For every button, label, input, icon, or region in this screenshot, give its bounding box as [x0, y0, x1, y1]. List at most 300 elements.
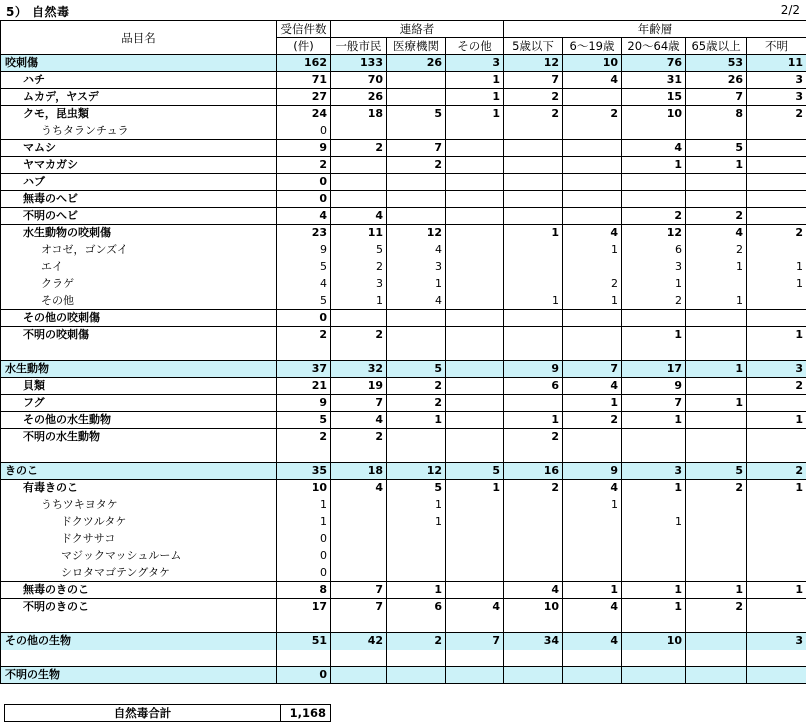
value-cell	[686, 514, 747, 531]
empty-cell	[446, 446, 504, 463]
empty-cell	[387, 446, 446, 463]
value-cell: 3	[747, 72, 806, 89]
value-cell	[387, 123, 446, 140]
table-row	[1, 72, 806, 89]
table-row	[1, 514, 806, 531]
value-cell: 7	[387, 140, 446, 157]
value-cell	[504, 327, 563, 344]
value-cell	[331, 191, 387, 208]
value-cell: 71	[277, 72, 331, 89]
value-cell: 2	[747, 225, 806, 242]
value-cell: 34	[504, 633, 563, 650]
value-cell: 18	[331, 106, 387, 123]
item-name: 不明のきのこ	[1, 599, 277, 616]
value-cell	[446, 531, 504, 548]
value-cell: 7	[331, 599, 387, 616]
value-cell: 3	[331, 276, 387, 293]
empty-cell	[686, 446, 747, 463]
value-cell: 10	[504, 599, 563, 616]
header-age-under5: 5歳以下	[504, 38, 563, 55]
value-cell: 7	[331, 582, 387, 599]
value-cell	[446, 497, 504, 514]
value-cell: 133	[331, 55, 387, 72]
value-cell: 4	[277, 208, 331, 225]
value-cell	[446, 191, 504, 208]
value-cell: 4	[563, 599, 622, 616]
value-cell: 26	[331, 89, 387, 106]
value-cell	[446, 242, 504, 259]
empty-cell	[747, 616, 806, 633]
value-cell	[446, 429, 504, 446]
value-cell	[446, 276, 504, 293]
value-cell	[331, 514, 387, 531]
item-name: 有毒きのこ	[1, 480, 277, 497]
empty-cell	[622, 650, 686, 667]
value-cell	[446, 395, 504, 412]
item-name: 水生動物	[1, 361, 277, 378]
value-cell: 37	[277, 361, 331, 378]
value-cell: 7	[686, 89, 747, 106]
value-cell	[563, 208, 622, 225]
table-row	[1, 395, 806, 412]
table-row	[1, 293, 806, 310]
value-cell	[622, 310, 686, 327]
value-cell	[446, 378, 504, 395]
value-cell	[387, 667, 446, 684]
value-cell	[387, 531, 446, 548]
value-cell: 5	[387, 480, 446, 497]
value-cell	[686, 174, 747, 191]
value-cell: 42	[331, 633, 387, 650]
value-cell: 5	[277, 412, 331, 429]
table-row	[1, 497, 806, 514]
value-cell: 2	[563, 412, 622, 429]
value-cell: 6	[504, 378, 563, 395]
value-cell: 1	[277, 497, 331, 514]
value-cell: 4	[331, 208, 387, 225]
item-name: オコゼ，ゴンズイ	[1, 242, 277, 259]
table-row	[1, 548, 806, 565]
value-cell: 4	[277, 276, 331, 293]
value-cell: 32	[331, 361, 387, 378]
value-cell	[622, 667, 686, 684]
value-cell	[446, 565, 504, 582]
item-name: 不明の水生動物	[1, 429, 277, 446]
value-cell	[563, 565, 622, 582]
value-cell: 2	[387, 378, 446, 395]
value-cell: 1	[747, 412, 806, 429]
value-cell	[563, 123, 622, 140]
value-cell: 1	[504, 225, 563, 242]
value-cell: 2	[686, 599, 747, 616]
value-cell	[563, 157, 622, 174]
value-cell: 1	[686, 582, 747, 599]
value-cell	[686, 327, 747, 344]
value-cell: 7	[504, 72, 563, 89]
value-cell: 1	[504, 293, 563, 310]
value-cell: 5	[277, 293, 331, 310]
value-cell	[504, 531, 563, 548]
value-cell	[387, 89, 446, 106]
value-cell: 4	[446, 599, 504, 616]
empty-cell	[387, 650, 446, 667]
item-name: マジックマッシュルーム	[1, 548, 277, 565]
header-age: 年齢層	[504, 21, 806, 38]
value-cell: 5	[387, 361, 446, 378]
empty-cell	[446, 650, 504, 667]
value-cell: 1	[622, 514, 686, 531]
value-cell	[446, 208, 504, 225]
header-reporter-medical: 医療機関	[387, 38, 446, 55]
value-cell	[622, 531, 686, 548]
empty-cell	[331, 616, 387, 633]
table-row	[1, 123, 806, 140]
value-cell	[747, 548, 806, 565]
table-row	[1, 208, 806, 225]
empty-cell	[622, 344, 686, 361]
item-name: 不明のヘビ	[1, 208, 277, 225]
value-cell: 5	[277, 259, 331, 276]
value-cell: 1	[446, 106, 504, 123]
item-name: その他の生物	[1, 633, 277, 650]
empty-cell	[331, 446, 387, 463]
table-row	[1, 259, 806, 276]
empty-cell	[277, 650, 331, 667]
value-cell	[747, 140, 806, 157]
empty-cell	[504, 616, 563, 633]
value-cell: 7	[563, 361, 622, 378]
value-cell: 1	[563, 293, 622, 310]
value-cell	[504, 667, 563, 684]
value-cell: 3	[446, 55, 504, 72]
value-cell: 1	[387, 497, 446, 514]
value-cell	[331, 497, 387, 514]
value-cell: 1	[622, 599, 686, 616]
value-cell	[686, 429, 747, 446]
value-cell: 7	[446, 633, 504, 650]
value-cell	[686, 378, 747, 395]
table-row	[1, 412, 806, 429]
item-name: マムシ	[1, 140, 277, 157]
empty-cell	[446, 344, 504, 361]
value-cell: 2	[331, 259, 387, 276]
value-cell	[747, 191, 806, 208]
value-cell	[686, 310, 747, 327]
value-cell: 6	[622, 242, 686, 259]
value-cell: 26	[387, 55, 446, 72]
value-cell: 1	[446, 89, 504, 106]
value-cell	[387, 191, 446, 208]
empty-cell	[331, 344, 387, 361]
item-name: ドクササコ	[1, 531, 277, 548]
value-cell: 2	[387, 157, 446, 174]
empty-cell	[1, 616, 277, 633]
total-label: 自然毒合計	[5, 705, 281, 722]
value-cell: 2	[277, 327, 331, 344]
value-cell: 162	[277, 55, 331, 72]
table-row	[1, 89, 806, 106]
value-cell	[387, 429, 446, 446]
value-cell: 1	[446, 72, 504, 89]
empty-cell	[563, 650, 622, 667]
value-cell	[446, 582, 504, 599]
total-value: 1,168	[281, 705, 331, 722]
table-row	[1, 599, 806, 616]
empty-cell	[504, 650, 563, 667]
value-cell: 8	[277, 582, 331, 599]
value-cell: 1	[387, 514, 446, 531]
item-name: 無毒のきのこ	[1, 582, 277, 599]
value-cell: 1	[563, 242, 622, 259]
value-cell: 12	[387, 463, 446, 480]
value-cell: 4	[387, 293, 446, 310]
value-cell: 4	[563, 72, 622, 89]
spacer-row	[1, 650, 806, 667]
table-row	[1, 378, 806, 395]
item-name: 咬刺傷	[1, 55, 277, 72]
value-cell: 2	[504, 480, 563, 497]
value-cell: 7	[331, 395, 387, 412]
empty-cell	[504, 446, 563, 463]
value-cell: 2	[622, 208, 686, 225]
value-cell	[331, 157, 387, 174]
value-cell: 1	[686, 293, 747, 310]
value-cell	[747, 293, 806, 310]
value-cell: 1	[747, 480, 806, 497]
spacer-row	[1, 616, 806, 633]
value-cell: 1	[622, 327, 686, 344]
header-reporter-other: その他	[446, 38, 504, 55]
item-name: シロタマゴテングタケ	[1, 565, 277, 582]
category-row	[1, 667, 806, 684]
header-received: 受信件数	[277, 21, 331, 38]
value-cell	[686, 123, 747, 140]
item-name: その他の咬刺傷	[1, 310, 277, 327]
empty-cell	[1, 650, 277, 667]
item-name: うちタランチュラ	[1, 123, 277, 140]
value-cell	[563, 140, 622, 157]
empty-cell	[747, 650, 806, 667]
value-cell	[387, 310, 446, 327]
category-row	[1, 361, 806, 378]
value-cell: 1	[747, 327, 806, 344]
table-row	[1, 327, 806, 344]
value-cell: 27	[277, 89, 331, 106]
value-cell: 4	[563, 480, 622, 497]
value-cell: 9	[277, 140, 331, 157]
value-cell	[686, 497, 747, 514]
item-name: その他	[1, 293, 277, 310]
value-cell: 0	[277, 123, 331, 140]
value-cell	[446, 327, 504, 344]
value-cell	[747, 395, 806, 412]
value-cell: 3	[747, 89, 806, 106]
value-cell	[686, 191, 747, 208]
item-name: クラゲ	[1, 276, 277, 293]
value-cell: 1	[563, 582, 622, 599]
value-cell: 0	[277, 191, 331, 208]
empty-cell	[504, 344, 563, 361]
value-cell: 17	[622, 361, 686, 378]
value-cell: 15	[622, 89, 686, 106]
value-cell	[747, 599, 806, 616]
value-cell: 2	[504, 429, 563, 446]
value-cell	[504, 259, 563, 276]
value-cell: 11	[331, 225, 387, 242]
table-row	[1, 480, 806, 497]
item-name: 不明の生物	[1, 667, 277, 684]
value-cell	[563, 174, 622, 191]
value-cell: 2	[387, 395, 446, 412]
header-reporter-public: 一般市民	[331, 38, 387, 55]
value-cell	[504, 191, 563, 208]
value-cell	[622, 123, 686, 140]
item-name: フグ	[1, 395, 277, 412]
value-cell: 1	[331, 293, 387, 310]
value-cell: 2	[686, 208, 747, 225]
item-name: ドクツルタケ	[1, 514, 277, 531]
value-cell	[446, 667, 504, 684]
value-cell	[504, 497, 563, 514]
value-cell: 3	[387, 259, 446, 276]
value-cell	[747, 429, 806, 446]
value-cell	[747, 157, 806, 174]
value-cell	[446, 123, 504, 140]
value-cell: 24	[277, 106, 331, 123]
natural-toxin-table	[0, 20, 806, 684]
table-row	[1, 140, 806, 157]
value-cell: 2	[622, 293, 686, 310]
value-cell	[446, 310, 504, 327]
value-cell	[504, 565, 563, 582]
value-cell: 21	[277, 378, 331, 395]
value-cell: 1	[277, 514, 331, 531]
value-cell: 0	[277, 548, 331, 565]
value-cell: 2	[563, 276, 622, 293]
value-cell	[387, 327, 446, 344]
item-name: その他の水生動物	[1, 412, 277, 429]
empty-cell	[1, 446, 277, 463]
category-row	[1, 633, 806, 650]
header-age-20-64: 20～64歳	[622, 38, 686, 55]
value-cell: 1	[563, 395, 622, 412]
value-cell: 1	[387, 412, 446, 429]
value-cell	[622, 191, 686, 208]
empty-cell	[622, 616, 686, 633]
value-cell: 1	[622, 412, 686, 429]
table-row	[1, 276, 806, 293]
item-name: 貝類	[1, 378, 277, 395]
value-cell	[504, 276, 563, 293]
value-cell: 1	[563, 497, 622, 514]
value-cell: 76	[622, 55, 686, 72]
value-cell	[747, 242, 806, 259]
value-cell	[563, 548, 622, 565]
value-cell	[331, 123, 387, 140]
value-cell: 5	[331, 242, 387, 259]
value-cell	[686, 276, 747, 293]
empty-cell	[686, 344, 747, 361]
item-name: きのこ	[1, 463, 277, 480]
value-cell: 9	[504, 361, 563, 378]
value-cell	[563, 327, 622, 344]
value-cell: 1	[686, 361, 747, 378]
item-name: うちツキヨタケ	[1, 497, 277, 514]
value-cell: 7	[622, 395, 686, 412]
value-cell: 5	[446, 463, 504, 480]
empty-cell	[277, 446, 331, 463]
table-header	[1, 21, 806, 55]
value-cell: 2	[686, 480, 747, 497]
value-cell	[331, 531, 387, 548]
table-row	[1, 174, 806, 191]
value-cell: 51	[277, 633, 331, 650]
value-cell: 12	[504, 55, 563, 72]
value-cell: 0	[277, 174, 331, 191]
table-row	[1, 191, 806, 208]
value-cell: 8	[686, 106, 747, 123]
table-row	[1, 157, 806, 174]
value-cell: 1	[747, 259, 806, 276]
value-cell: 2	[277, 429, 331, 446]
value-cell: 1	[446, 480, 504, 497]
value-cell	[331, 565, 387, 582]
item-name: ムカデ，ヤスデ	[1, 89, 277, 106]
value-cell: 4	[563, 378, 622, 395]
table-row	[1, 225, 806, 242]
table-row	[1, 242, 806, 259]
value-cell	[504, 208, 563, 225]
table-row	[1, 429, 806, 446]
item-name: ハチ	[1, 72, 277, 89]
value-cell: 1	[387, 582, 446, 599]
header-item: 品目名	[1, 21, 277, 55]
value-cell: 4	[504, 582, 563, 599]
value-cell	[331, 548, 387, 565]
empty-cell	[387, 616, 446, 633]
value-cell: 16	[504, 463, 563, 480]
value-cell: 0	[277, 531, 331, 548]
value-cell: 4	[622, 140, 686, 157]
value-cell: 0	[277, 565, 331, 582]
value-cell	[387, 565, 446, 582]
total-box	[4, 704, 331, 722]
empty-cell	[563, 616, 622, 633]
value-cell	[387, 548, 446, 565]
value-cell: 2	[747, 106, 806, 123]
value-cell	[504, 514, 563, 531]
value-cell	[563, 667, 622, 684]
empty-cell	[563, 344, 622, 361]
value-cell	[563, 310, 622, 327]
value-cell: 1	[622, 480, 686, 497]
value-cell: 1	[504, 412, 563, 429]
value-cell	[446, 548, 504, 565]
value-cell: 12	[387, 225, 446, 242]
table-row	[1, 531, 806, 548]
value-cell: 10	[277, 480, 331, 497]
item-name: ハブ	[1, 174, 277, 191]
value-cell	[504, 174, 563, 191]
value-cell: 2	[563, 106, 622, 123]
value-cell: 10	[622, 106, 686, 123]
empty-cell	[747, 344, 806, 361]
value-cell: 4	[387, 242, 446, 259]
value-cell	[747, 565, 806, 582]
value-cell: 9	[277, 242, 331, 259]
value-cell	[504, 157, 563, 174]
page-number: 2/2	[780, 3, 800, 17]
